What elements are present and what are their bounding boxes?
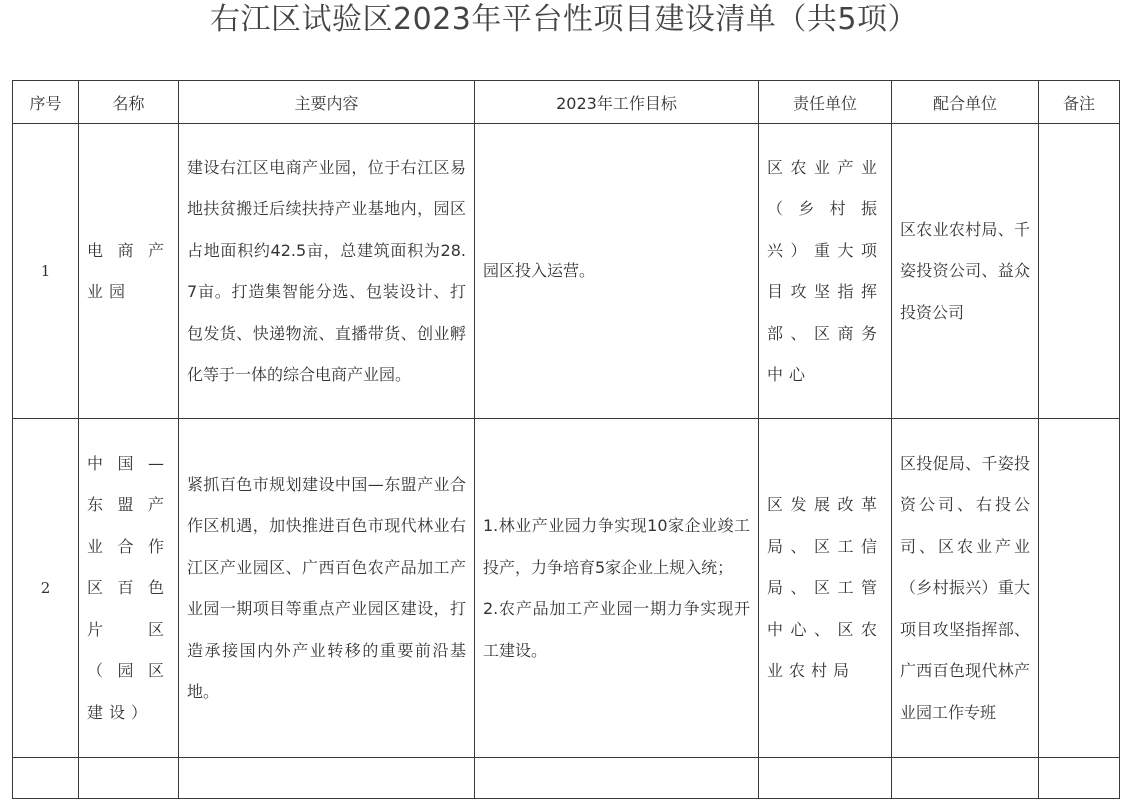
header-cooperating-unit: 配合单位 [892, 81, 1039, 124]
main-content-cell [179, 124, 475, 419]
responsible-unit-cell [759, 124, 892, 419]
cooperating-unit-cell [892, 124, 1039, 419]
work-goal-cell [475, 124, 759, 419]
responsible-unit: 区农业产业（乡村振兴）重大项目攻坚指挥部、区商务中心 [767, 157, 883, 384]
cooperating-unit-cell [892, 419, 1039, 758]
header-name: 名称 [79, 81, 179, 124]
cooperating-unit: 区农业农村局、千姿投资公司、益众投资公司 [900, 219, 1030, 322]
header-responsible-unit: 责任单位 [759, 81, 892, 124]
header-work-goal: 2023年工作目标 [475, 81, 759, 124]
project-name: 中国—东盟产业合作区百色片区（园区建设） [87, 453, 170, 722]
work-goal: 园区投入运营。 [483, 261, 596, 281]
table-row [13, 124, 1120, 419]
table-header-row [13, 81, 1120, 124]
main-content-cell [179, 419, 475, 758]
row-number: 2 [13, 419, 79, 758]
row-number: 1 [13, 124, 79, 419]
project-name: 电商产业园 [87, 240, 170, 301]
remarks-cell [1039, 124, 1120, 419]
work-goal-item: 2.农产品加工产业园一期力争实现开工建设。 [483, 599, 750, 660]
cooperating-unit: 区投促局、千姿投资公司、右投公司、区农业产业（乡村振兴）重大项目攻坚指挥部、广西百色现代林产业园工作专班 [900, 453, 1030, 722]
project-name-cell [79, 124, 179, 419]
header-main-content: 主要内容 [179, 81, 475, 124]
responsible-unit-cell [759, 419, 892, 758]
main-content: 紧抓百色市规划建设中国—东盟产业合作区机遇，加快推进百色市现代林业右江区产业园区、广西百色农产品加工产业园一期项目等重点产业园区建设，打造承接国内外产业转移的重要前沿基地。 [187, 474, 466, 701]
work-goal-cell [475, 419, 759, 758]
work-goal-item: 1.林业产业园力争实现10家企业竣工投产，力争培育5家企业上规入统； [483, 516, 750, 577]
header-serial-number: 序号 [13, 81, 79, 124]
responsible-unit: 区发展改革局、区工信局、区工管中心、区农业农村局 [767, 495, 883, 681]
main-content: 建设右江区电商产业园，位于右江区易地扶贫搬迁后续扶持产业基地内，园区占地面积约42.5亩，总建筑面积为28.7亩。打造集智能分选、包装设计、打包发货、快递物流、直播带货、创业孵化等于一体的综合电商产业园。 [187, 157, 466, 384]
project-list-table [12, 80, 1120, 799]
remarks-cell [1039, 419, 1120, 758]
project-name-cell [79, 419, 179, 758]
page-title: 右江区试验区2023年平台性项目建设清单（共5项） [210, 2, 918, 37]
header-remarks: 备注 [1039, 81, 1120, 124]
table-row-partial [13, 758, 1120, 799]
table-row [13, 419, 1120, 758]
